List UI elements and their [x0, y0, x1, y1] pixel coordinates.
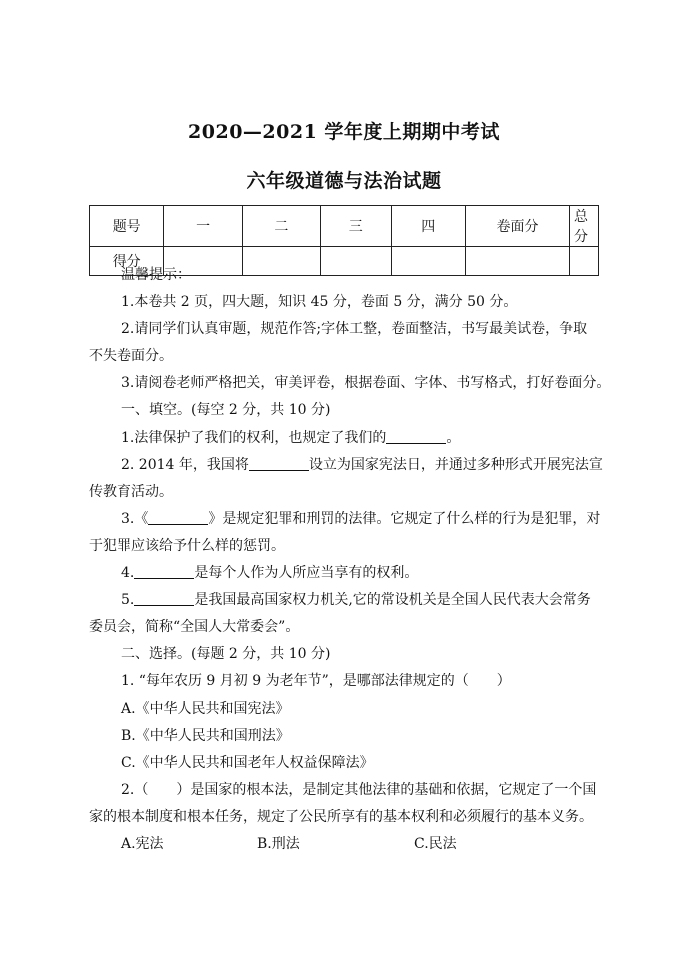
tip-item-2: 2.请同学们认真审题，规范作答;字体工整，卷面整洁，书写最美试卷，争取 [121, 321, 588, 338]
choice-q1-option-c[interactable]: C.《中华人民共和国老年人权益保障法》 [121, 754, 374, 771]
choice-q2-option-b[interactable]: B.刑法 [257, 835, 300, 852]
header-cell-section-4: 四 [391, 206, 465, 247]
choice-q2-options [89, 831, 603, 858]
fill-q3-text-b: 》是规定犯罪和刑罚的法律。它规定了什么样的行为是犯罪，对 [208, 510, 601, 527]
fill-question-2-cont: 传教育活动。 [89, 483, 173, 500]
choice-q2-option-a[interactable]: A.宪法 [121, 835, 164, 852]
header-cell-section-2: 二 [242, 206, 320, 247]
choice-question-2-cont: 家的根本制度和根本任务，规定了公民所享有的基本权利和必须履行的基本义务。 [89, 808, 593, 825]
tip-item-3: 3.请阅卷老师严格把关，审美评卷，根据卷面、字体、书写格式，打好卷面分。 [121, 375, 611, 392]
exam-subtitle: 六年级道德与法治试题 [246, 170, 442, 192]
fill-q1-text: 1.法律保护了我们的权利，也规定了我们的 [121, 429, 387, 446]
section1-heading: 一、填空。(每空 2 分，共 10 分) [121, 402, 331, 419]
fill-q4-text: 是每个人作为人所应当享有的权利。 [194, 565, 419, 582]
fill-q4-num: 4. [121, 565, 135, 582]
answer-blank-q2[interactable] [249, 456, 309, 471]
fill-q3-text: 3.《 [121, 510, 149, 527]
score-row-label: 得分 [90, 247, 164, 276]
header-cell-question-no: 题号 [90, 206, 164, 247]
fill-q5-num: 5. [121, 592, 135, 609]
fill-question-3-cont: 于犯罪应该给予什么样的惩罚。 [89, 537, 285, 554]
answer-blank-q3[interactable] [148, 510, 208, 525]
fill-question-2 [89, 452, 603, 479]
fill-question-5 [89, 587, 603, 614]
fill-q1-end: 。 [446, 429, 461, 446]
fill-q2-text: 2. 2014 年，我国将 [121, 456, 249, 473]
choice-question-2: 2.（ ）是国家的根本法，是制定其他法律的基础和依据，它规定了一个国 [121, 781, 597, 798]
fill-q5-text: 是我国最高国家权力机关,它的常设机关是全国人民代表大会常务 [194, 592, 591, 609]
header-cell-total: 总分 [570, 206, 599, 247]
header-cell-section-3: 三 [321, 206, 391, 247]
fill-question-3 [89, 506, 603, 533]
header-cell-neatness: 卷面分 [465, 206, 569, 247]
tip-item-1: 1.本卷共 2 页，四大题，知识 45 分，卷面 5 分，满分 50 分。 [121, 294, 518, 311]
fill-question-1 [89, 425, 603, 452]
header-cell-section-1: 一 [164, 206, 242, 247]
answer-blank-q1[interactable] [386, 429, 446, 444]
exam-body [89, 262, 611, 858]
fill-question-5-cont: 委员会，简称“全国人大常委会”。 [89, 619, 300, 636]
answer-blank-q4[interactable] [134, 564, 194, 579]
fill-q2-text-b: 设立为国家宪法日，并通过多种形式开展宪法宣 [308, 456, 603, 473]
tip-item-2-cont: 不失卷面分。 [89, 348, 173, 365]
answer-blank-q5[interactable] [134, 591, 194, 606]
score-table-header-row [90, 206, 599, 247]
choice-q2-option-c[interactable]: C.民法 [414, 835, 457, 852]
tips-heading: 温馨提示： [121, 267, 191, 283]
choice-question-1: 1. “每年农历 9 月初 9 为老年节”，是哪部法律规定的（ ） [121, 673, 511, 690]
exam-title: 2020—2021 学年度上期期中考试 [188, 121, 500, 143]
fill-question-4 [89, 560, 603, 587]
choice-q1-option-b[interactable]: B.《中华人民共和国刑法》 [121, 727, 290, 744]
section2-heading: 二、选择。(每题 2 分，共 10 分) [121, 646, 331, 663]
choice-q1-option-a[interactable]: A.《中华人民共和国宪法》 [121, 700, 290, 717]
